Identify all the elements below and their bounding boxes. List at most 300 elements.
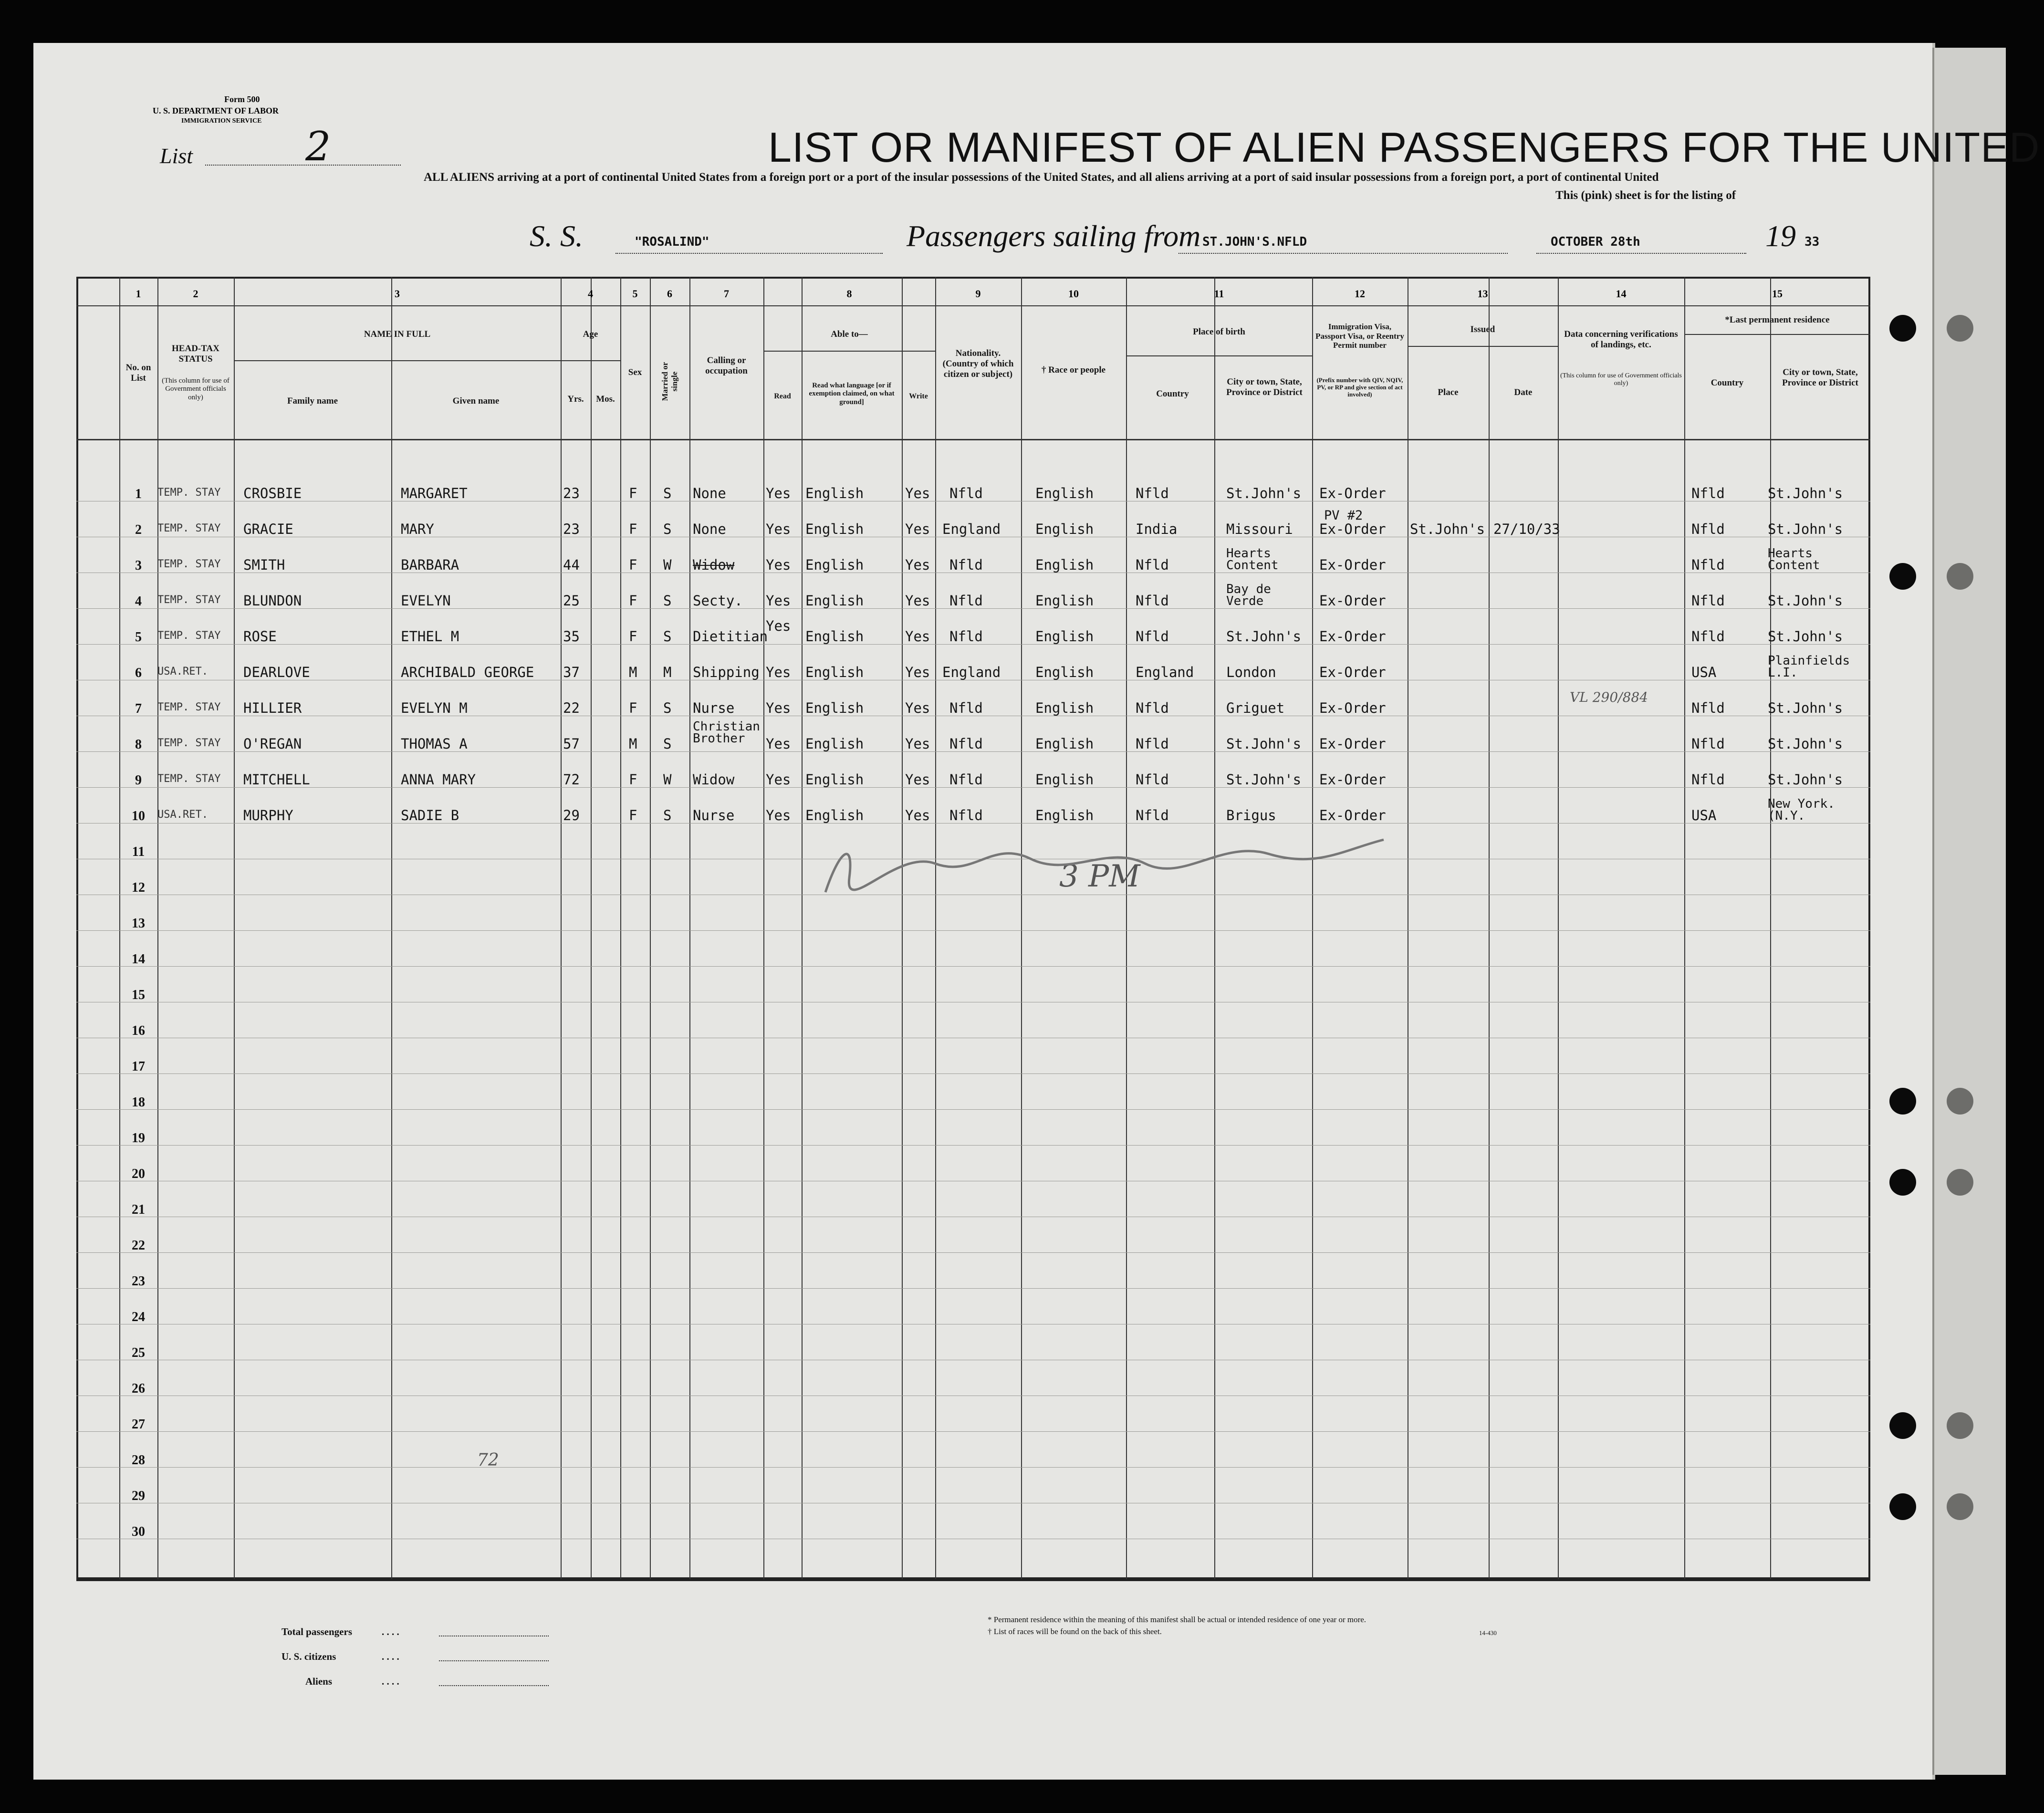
col-rule: [157, 277, 158, 1579]
visa: Ex-Order: [1319, 771, 1386, 788]
marital-status: W: [663, 557, 672, 573]
residence-country: USA: [1691, 664, 1717, 680]
can-read: Yes: [766, 593, 791, 609]
nationality: Nfld: [949, 485, 983, 501]
age-years: 37: [563, 664, 580, 680]
read-language: English: [805, 521, 864, 537]
col-rule: [591, 277, 592, 1579]
header-subrule: [234, 360, 620, 361]
inspector-signature: 3 PM: [1059, 859, 1140, 894]
row-number: 5: [135, 630, 142, 645]
signature-scrawl: [811, 821, 1403, 906]
family-name: HILLIER: [243, 700, 302, 716]
header-able-to: Able to—: [831, 329, 868, 339]
col-rule: [1684, 277, 1685, 1579]
col-rule: [689, 277, 690, 1579]
row-rule: [76, 930, 1870, 931]
age-years: 23: [563, 485, 580, 501]
col-rule: [1214, 277, 1215, 1579]
birth-country: India: [1136, 521, 1178, 537]
sex: F: [629, 771, 637, 788]
row-number: 20: [132, 1167, 145, 1181]
instructions-line-2: This (pink) sheet is for the listing of: [1555, 189, 1736, 202]
residence-city: St.John's: [1768, 485, 1843, 501]
head-tax-status: TEMP. STAY: [157, 630, 221, 642]
form-number: Form 500: [224, 94, 260, 104]
header-family-name: Family name: [287, 396, 338, 406]
punch-hole: [1947, 1412, 1973, 1439]
form-code: 14-430: [1479, 1629, 1497, 1636]
birth-country: Nfld: [1136, 771, 1169, 788]
marital-status: S: [663, 628, 672, 645]
ship-name: "ROSALIND": [635, 235, 709, 249]
race: English: [1035, 700, 1094, 716]
birth-city: Griguet: [1226, 700, 1285, 716]
punch-hole: [1947, 1088, 1973, 1115]
footnote-races: † List of races will be found on the back of this sheet.: [988, 1627, 1162, 1636]
read-language: English: [805, 557, 864, 573]
row-number: 2: [135, 522, 142, 537]
header-last-residence: *Last permanent residence: [1725, 315, 1830, 325]
read-language: English: [805, 593, 864, 609]
departure-port: ST.JOHN'S.NFLD: [1202, 235, 1307, 249]
family-name: O'REGAN: [243, 736, 302, 752]
punch-hole: [1947, 1493, 1973, 1520]
read-language: English: [805, 771, 864, 788]
residence-country: Nfld: [1691, 485, 1725, 501]
residence-country: Nfld: [1691, 771, 1725, 788]
col-rule: [935, 277, 936, 1579]
age-years: 22: [563, 700, 580, 716]
head-tax-status: TEMP. STAY: [157, 487, 221, 499]
row-number: 25: [132, 1345, 145, 1360]
family-name: ROSE: [243, 628, 277, 645]
row-number: 12: [132, 880, 145, 895]
row-number: 6: [135, 666, 142, 680]
header-verifications-note: (This column for use of Government officials only): [1560, 372, 1682, 387]
occupation: None: [693, 485, 726, 501]
marital-status: W: [663, 771, 672, 788]
date-line: [1536, 253, 1746, 254]
sex: F: [629, 485, 637, 501]
row-number: 13: [132, 916, 145, 931]
col-rule: [902, 277, 903, 1579]
header-subrule: [1408, 346, 1558, 347]
birth-country: Nfld: [1136, 485, 1169, 501]
birth-city: St.John's: [1226, 736, 1302, 752]
row-rule: [76, 1145, 1870, 1146]
can-read: Yes: [766, 771, 791, 788]
col-rule: [620, 277, 621, 1579]
col-rule: [1489, 277, 1490, 1579]
birth-city: London: [1226, 664, 1276, 680]
ship-line: [615, 253, 883, 254]
header-head-tax-note: (This column for use of Government officials only): [162, 377, 229, 401]
port-line: [1178, 253, 1508, 254]
nationality: Nfld: [949, 771, 983, 788]
visa: Ex-Order: [1319, 664, 1386, 680]
nationality: Nfld: [949, 700, 983, 716]
head-tax-status: TEMP. STAY: [157, 594, 221, 606]
age-years: 23: [563, 521, 580, 537]
residence-city: St.John's: [1768, 736, 1843, 752]
punch-hole: [1889, 1412, 1916, 1439]
nationality: Nfld: [949, 628, 983, 645]
occupation: Widow: [693, 557, 735, 573]
birth-city: Hearts Content: [1226, 546, 1279, 573]
can-read: Yes: [766, 618, 791, 634]
can-write: Yes: [905, 628, 930, 645]
occupation: Nurse: [693, 807, 735, 823]
can-read: Yes: [766, 807, 791, 823]
row-number: 9: [135, 773, 142, 788]
can-write: Yes: [905, 664, 930, 680]
row-number: 3: [135, 558, 142, 573]
year-suffix: 33: [1804, 235, 1820, 249]
year-prefix: 19: [1765, 219, 1796, 253]
can-read: Yes: [766, 521, 791, 537]
col-rule: [802, 277, 803, 1579]
occupation: Shipping: [693, 664, 760, 680]
residence-country: Nfld: [1691, 700, 1725, 716]
given-name: BARBARA: [401, 557, 459, 573]
row-number: 27: [132, 1417, 145, 1432]
list-number: 2: [305, 123, 331, 170]
occupation: Nurse: [693, 700, 735, 716]
residence-city: St.John's: [1768, 521, 1843, 537]
race: English: [1035, 593, 1094, 609]
residence-city: Plainfields L.I.: [1768, 654, 1850, 680]
visa-handwritten-note: PV #2: [1324, 508, 1363, 523]
residence-country: Nfld: [1691, 736, 1725, 752]
column-number: 12: [1355, 288, 1365, 300]
occupation: None: [693, 521, 726, 537]
sex: F: [629, 700, 637, 716]
column-number: 7: [724, 288, 729, 300]
birth-city: Brigus: [1226, 807, 1276, 823]
total-passengers-dots: . . . .: [382, 1626, 399, 1637]
header-visa: Immigration Visa, Passport Visa, or Reentry Permit number: [1315, 322, 1404, 350]
row-number: 24: [132, 1310, 145, 1324]
row-number: 17: [132, 1059, 145, 1074]
birth-country: Nfld: [1136, 593, 1169, 609]
visa: Ex-Order: [1319, 521, 1386, 537]
can-write: Yes: [905, 593, 930, 609]
footnote-residence: * Permanent residence within the meaning of this manifest shall be actual or intended residence of one year or more.: [988, 1615, 1366, 1624]
row-rule: [76, 1431, 1870, 1432]
nationality: Nfld: [949, 593, 983, 609]
can-write: Yes: [905, 807, 930, 823]
col-rule: [1558, 277, 1559, 1579]
birth-city: St.John's: [1226, 485, 1302, 501]
sailing-date: OCTOBER 28th: [1551, 235, 1640, 249]
marital-status: S: [663, 593, 672, 609]
col-rule: [1770, 277, 1771, 1579]
can-read: Yes: [766, 664, 791, 680]
department-name: U. S. DEPARTMENT OF LABOR: [153, 106, 279, 115]
occupation: Christian Brother: [693, 719, 760, 746]
header-nationality: Nationality. (Country of which citizen or subject): [942, 348, 1014, 379]
race: English: [1035, 807, 1094, 823]
header-name-in-full: NAME IN FULL: [364, 329, 431, 339]
header-subrule: [1126, 355, 1312, 356]
header-subrule: [1684, 334, 1870, 335]
header-calling: Calling or occupation: [705, 355, 748, 376]
column-number: 8: [846, 288, 852, 300]
birth-country: Nfld: [1136, 700, 1169, 716]
row-number: 8: [135, 737, 142, 752]
given-name: THOMAS A: [401, 736, 468, 752]
birth-city: St.John's: [1226, 628, 1302, 645]
row-number: 26: [132, 1381, 145, 1396]
head-tax-status: TEMP. STAY: [157, 701, 221, 713]
given-name: ANNA MARY: [401, 771, 476, 788]
birth-country: Nfld: [1136, 628, 1169, 645]
residence-city: New York. (N.Y.: [1768, 797, 1835, 823]
age-years: 29: [563, 807, 580, 823]
read-language: English: [805, 736, 864, 752]
row-number: 28: [132, 1453, 145, 1468]
ss-label: S. S.: [530, 219, 583, 253]
race: English: [1035, 485, 1094, 501]
family-name: DEARLOVE: [243, 664, 310, 680]
header-sex: Sex: [628, 367, 642, 377]
sailing-label: Passengers sailing from: [907, 219, 1201, 253]
col-rule: [650, 277, 651, 1579]
given-name: ARCHIBALD GEORGE: [401, 664, 534, 680]
race: English: [1035, 628, 1094, 645]
col-rule: [391, 277, 392, 1579]
header-no-on-list: No. on List: [125, 363, 151, 383]
marital-status: S: [663, 485, 672, 501]
column-number: 6: [667, 288, 672, 300]
can-read: Yes: [766, 736, 791, 752]
residence-country: Nfld: [1691, 521, 1725, 537]
header-birth-country: Country: [1156, 389, 1189, 399]
header-write: Write: [909, 392, 928, 400]
head-tax-status: USA.RET.: [157, 809, 208, 821]
row-number: 21: [132, 1202, 145, 1217]
nationality: England: [942, 664, 1001, 680]
residence-country: USA: [1691, 807, 1717, 823]
column-number: 1: [136, 288, 141, 300]
row-number: 1: [135, 487, 142, 501]
can-write: Yes: [905, 771, 930, 788]
row-number: 30: [132, 1524, 145, 1539]
punch-hole: [1889, 1169, 1916, 1196]
row-number: 23: [132, 1274, 145, 1289]
race: English: [1035, 736, 1094, 752]
column-number: 4: [588, 288, 593, 300]
manifest-grid: [76, 277, 1870, 1579]
row-rule: [76, 1288, 1870, 1289]
header-res-country: Country: [1710, 378, 1744, 388]
column-number: 2: [193, 288, 198, 300]
header-birth-city: City or town, State, Province or District: [1226, 377, 1303, 397]
manifest-title: LIST OR MANIFEST OF ALIEN PASSENGERS FOR THE UNITED: [768, 124, 2040, 171]
race: English: [1035, 771, 1094, 788]
instructions-line-1: ALL ALIENS arriving at a port of continental United States from a foreign port or a port of the insular possessions of the United States, and all aliens arriving at a port of said insular possessions from a foreign port, a port of continental United: [424, 171, 1659, 184]
header-issued-date: Date: [1514, 387, 1533, 397]
family-name: MURPHY: [243, 807, 293, 823]
row-rule: [76, 1252, 1870, 1253]
nationality: Nfld: [949, 736, 983, 752]
family-name: BLUNDON: [243, 593, 302, 609]
header-yrs: Yrs.: [567, 394, 584, 404]
birth-city: Bay de Verde: [1226, 582, 1271, 608]
family-name: CROSBIE: [243, 485, 302, 501]
head-tax-status: TEMP. STAY: [157, 737, 221, 749]
list-line: [205, 165, 401, 166]
us-citizens-line: [439, 1660, 549, 1661]
punch-hole: [1889, 315, 1916, 342]
sex: F: [629, 521, 637, 537]
punch-hole: [1889, 1493, 1916, 1520]
can-write: Yes: [905, 557, 930, 573]
header-given-name: Given name: [452, 396, 500, 406]
sex: F: [629, 628, 637, 645]
read-language: English: [805, 628, 864, 645]
column-number: 15: [1772, 288, 1783, 300]
header-race: † Race or people: [1041, 365, 1106, 375]
birth-country: Nfld: [1136, 557, 1169, 573]
header-married: Married or single: [660, 362, 679, 401]
residence-city: St.John's: [1768, 771, 1843, 788]
family-name: MITCHELL: [243, 771, 310, 788]
list-label: List: [160, 144, 193, 168]
visa: Ex-Order: [1319, 736, 1386, 752]
read-language: English: [805, 664, 864, 680]
header-head-tax: HEAD-TAX STATUS: [172, 344, 219, 364]
row-number: 10: [132, 809, 145, 823]
marital-status: S: [663, 700, 672, 716]
sex: F: [629, 807, 637, 823]
occupation: Dietitian: [693, 628, 768, 645]
read-language: English: [805, 700, 864, 716]
sex: F: [629, 593, 637, 609]
sex: M: [629, 736, 637, 752]
visa: Ex-Order: [1319, 485, 1386, 501]
column-number: 14: [1616, 288, 1627, 300]
race: English: [1035, 557, 1094, 573]
given-name: MARGARET: [401, 485, 468, 501]
given-name: EVELYN M: [401, 700, 468, 716]
nationality: England: [942, 521, 1001, 537]
sex: M: [629, 664, 637, 680]
given-name: EVELYN: [401, 593, 451, 609]
row-rule: [76, 1467, 1870, 1468]
col-rule: [763, 277, 764, 1579]
given-name: SADIE B: [401, 807, 459, 823]
header-issued: Issued: [1470, 324, 1495, 334]
us-citizens-dots: . . . .: [382, 1651, 399, 1662]
row-number: 29: [132, 1489, 145, 1503]
head-tax-status: TEMP. STAY: [157, 773, 221, 785]
age-years: 57: [563, 736, 580, 752]
header-mos: Mos.: [596, 394, 615, 404]
punch-hole: [1947, 563, 1973, 590]
row-number: 14: [132, 952, 145, 967]
us-citizens-label: U. S. citizens: [282, 1651, 336, 1662]
column-number: 3: [395, 288, 400, 300]
birth-city: Missouri: [1226, 521, 1293, 537]
occupation: Secty.: [693, 593, 743, 609]
visa: Ex-Order: [1319, 628, 1386, 645]
verification-note: VL 290/884: [1570, 689, 1648, 705]
residence-country: Nfld: [1691, 593, 1725, 609]
row-number: 16: [132, 1023, 145, 1038]
birth-country: England: [1136, 664, 1194, 680]
residence-city: Hearts Content: [1768, 546, 1820, 573]
visa: Ex-Order: [1319, 807, 1386, 823]
given-name: ETHEL M: [401, 628, 459, 645]
punch-hole: [1947, 1169, 1973, 1196]
header-issued-place: Place: [1438, 387, 1459, 397]
visa: Ex-Order: [1319, 700, 1386, 716]
col-rule: [561, 277, 562, 1579]
column-number: 5: [632, 288, 638, 300]
column-number: 9: [975, 288, 981, 300]
sex: F: [629, 557, 637, 573]
header-res-city: City or town, State, Province or District: [1782, 367, 1858, 388]
can-write: Yes: [905, 485, 930, 501]
residence-city: St.John's: [1768, 593, 1843, 609]
row-number: 7: [135, 701, 142, 716]
residence-country: Nfld: [1691, 628, 1725, 645]
row-number: 4: [135, 594, 142, 609]
row-number: 15: [132, 988, 145, 1002]
residence-city: St.John's: [1768, 700, 1843, 716]
header-rule: [76, 305, 1870, 306]
age-years: 35: [563, 628, 580, 645]
residence-city: St.John's: [1768, 628, 1843, 645]
column-number: 11: [1214, 288, 1224, 300]
aliens-line: [439, 1685, 549, 1686]
nationality: Nfld: [949, 807, 983, 823]
total-passengers-label: Total passengers: [282, 1626, 352, 1637]
header-read-language: Read what language [or if exemption claimed, on what ground]: [809, 382, 895, 406]
race: English: [1035, 664, 1094, 680]
marital-status: S: [663, 521, 672, 537]
header-verifications: Data concerning verifications of landings, etc.: [1564, 329, 1678, 350]
age-years: 44: [563, 557, 580, 573]
family-name: GRACIE: [243, 521, 293, 537]
occupation: Widow: [693, 771, 735, 788]
head-tax-status: TEMP. STAY: [157, 522, 221, 534]
birth-country: Nfld: [1136, 807, 1169, 823]
header-subrule: [763, 351, 935, 352]
aliens-label: Aliens: [305, 1676, 333, 1687]
col-rule: [1312, 277, 1313, 1579]
can-read: Yes: [766, 557, 791, 573]
can-read: Yes: [766, 700, 791, 716]
row-rule: [76, 1109, 1870, 1110]
read-language: English: [805, 485, 864, 501]
row-rule: [76, 1073, 1870, 1074]
birth-city: St.John's: [1226, 771, 1302, 788]
header-read: Read: [774, 392, 791, 400]
marital-status: M: [663, 664, 672, 680]
row-number: 11: [132, 844, 145, 859]
header-rule: [76, 439, 1870, 440]
visa: Ex-Order: [1319, 557, 1386, 573]
age-years: 72: [563, 771, 580, 788]
given-name: MARY: [401, 521, 434, 537]
punch-hole: [1947, 315, 1973, 342]
row-number: 19: [132, 1131, 145, 1146]
column-number: 13: [1477, 288, 1488, 300]
age-years: 25: [563, 593, 580, 609]
